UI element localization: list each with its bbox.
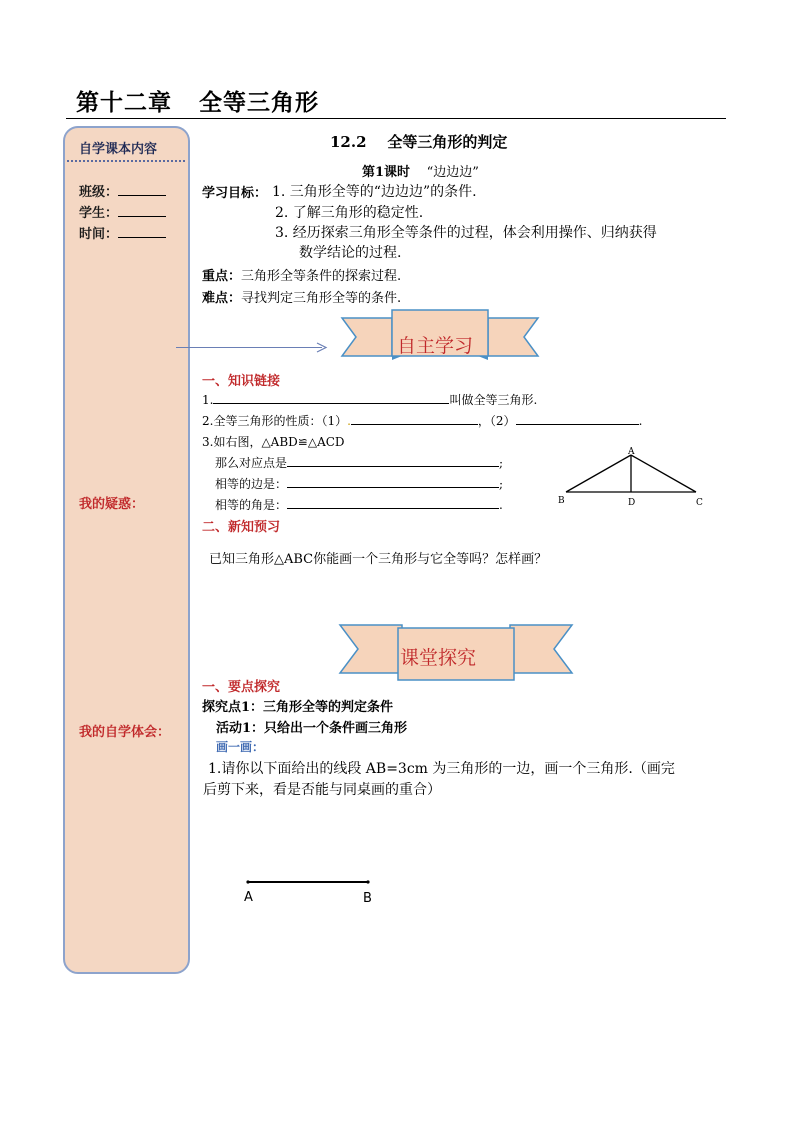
pointer-arrow-line — [176, 347, 322, 348]
difficulty-label: 难点： — [202, 291, 242, 306]
preview-heading: 二、新知预习 — [202, 520, 281, 535]
goal-1: 1. 三角形全等的“边边边”的条件. — [272, 184, 477, 200]
q2-blank-1 — [351, 412, 478, 425]
activity-1: 活动1：只给出一个条件画三角形 — [216, 721, 408, 736]
vertex-label-c: C — [696, 498, 703, 508]
draw-task-line-1: 1.请你以下面给出的线段 AB=3cm 为三角形的一边，画一个三角形.（画完 — [208, 761, 675, 777]
student-field-blank — [118, 216, 166, 217]
vertex-label-a: A — [628, 447, 635, 457]
segment-label-b: B — [363, 891, 372, 906]
q2-blank-2 — [516, 412, 639, 425]
goal-2: 2. 了解三角形的稳定性. — [275, 205, 424, 221]
experience-label: 我的自学体会： — [79, 725, 171, 740]
difficulty-text: 寻找判定三角形全等的条件. — [241, 291, 402, 306]
segment-label-a: A — [244, 890, 253, 905]
knowledge-link-heading: 一、知识链接 — [202, 374, 281, 389]
vertex-label-d: D — [628, 498, 636, 508]
time-field-blank — [118, 237, 166, 238]
banner-self-study-label: 自主学习 — [397, 335, 474, 357]
draw-task-line-2: 后剪下来，看是否能与同桌画的重合） — [203, 782, 441, 798]
goals-label: 学习目标： — [202, 186, 268, 201]
preview-question: 已知三角形△ABC你能画一个三角形与它全等吗？怎样画？ — [209, 552, 548, 567]
question-2: 2.全等三角形的性质：（1）. ，（2） . — [202, 414, 643, 428]
section-title: 12.2 全等三角形的判定 — [330, 133, 508, 151]
student-field-label: 学生： — [79, 206, 119, 221]
difficulty-point — [202, 287, 401, 306]
student-field — [79, 202, 166, 221]
goal-3-continued: 数学结论的过程. — [299, 245, 402, 261]
lesson-subtitle — [362, 161, 479, 180]
q2-dot: . — [347, 414, 351, 428]
sidebar-dotted-divider — [67, 160, 185, 162]
lesson-topic: “边边边” — [426, 165, 479, 180]
vertex-label-b: B — [558, 496, 565, 506]
class-field — [79, 181, 166, 200]
time-field-label: 时间： — [79, 227, 119, 242]
key-point — [202, 265, 401, 284]
banner-class-explore-label: 课堂探究 — [400, 647, 477, 669]
chapter-title: 第十二章 全等三角形 — [76, 90, 320, 116]
key-text: 三角形全等条件的探索过程. — [241, 269, 402, 284]
question-1: 1. 叫做全等三角形. — [202, 393, 538, 407]
pointer-arrow-icon — [316, 342, 328, 353]
q3-item-3: 相等的角是： . — [215, 498, 503, 512]
key-explore-heading: 一、要点探究 — [202, 680, 281, 695]
sidebar-header: 自学课本内容 — [79, 142, 158, 157]
explore-point-1: 探究点1：三角形全等的判定条件 — [202, 700, 394, 715]
class-field-blank — [118, 195, 166, 196]
time-field — [79, 223, 166, 242]
segment-ab — [240, 874, 380, 908]
triangle-figure — [556, 444, 706, 510]
goal-3: 3. 经历探索三角形全等条件的过程，体会利用操作、归纳获得 — [275, 225, 657, 241]
sidebar-panel — [63, 126, 190, 974]
draw-label: 画一画： — [216, 740, 265, 754]
lesson-period: 第1课时 — [362, 165, 411, 180]
key-label: 重点： — [202, 269, 242, 284]
question-3: 3.如右图，△ABD≌△ACD — [202, 435, 345, 449]
header-rule — [66, 118, 726, 119]
q1-blank — [213, 391, 449, 404]
class-field-label: 班级： — [79, 185, 119, 200]
q3-item-1: 那么对应点是 ; — [215, 456, 504, 470]
doubts-label: 我的疑惑： — [79, 497, 145, 512]
q3-item-2: 相等的边是： ; — [215, 477, 504, 491]
